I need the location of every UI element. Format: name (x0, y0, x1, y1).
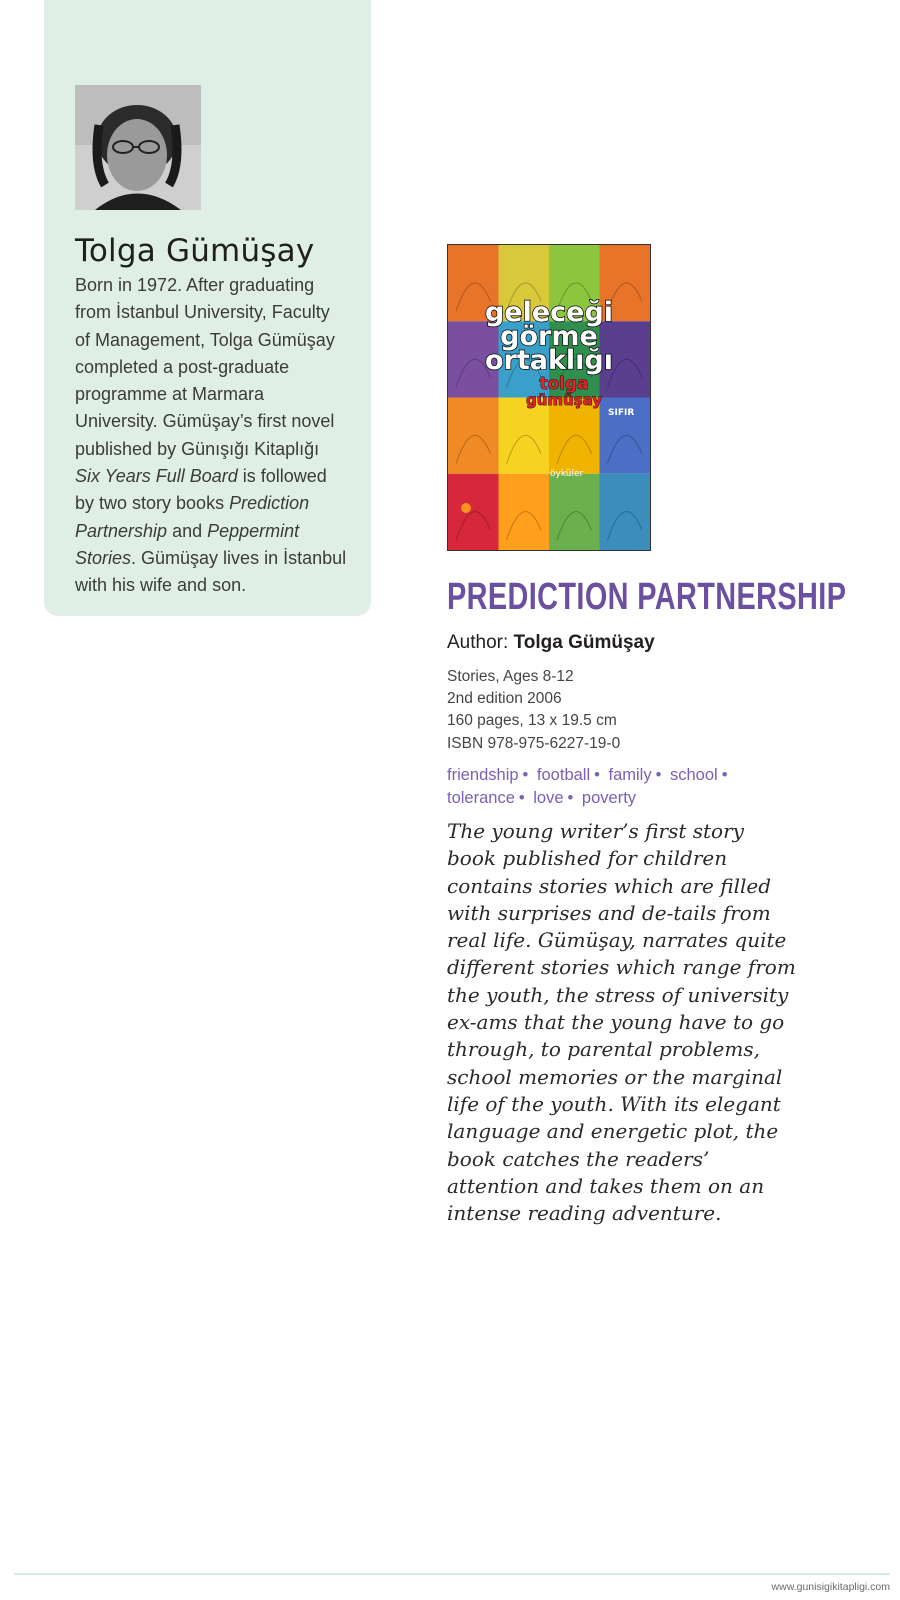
tag-separator: • (518, 788, 525, 807)
tag-school[interactable]: school (669, 766, 718, 784)
bio-book-title: Six Years Full Board (75, 466, 238, 487)
cover-genre-text: öyküler (550, 469, 584, 479)
book-tags (447, 764, 767, 809)
author-panel (44, 0, 371, 616)
tag-football[interactable]: football (536, 766, 591, 784)
book-isbn: ISBN 978-975-6227-19-0 (447, 734, 621, 752)
tag-separator: • (522, 766, 529, 784)
book-description: The young writer’s first story book published for children contains stories which are filled with surprises and de-tails from real life. Gümüşay, narrates quite different stories which range from the youth, the stress of university ex-ams that the young have to go through, to parental problems, school memories or the marginal life of the youth. With its elegant language and energetic plot, the book catches the readers’ attention and takes them on an intense reading adventure. (447, 819, 796, 1226)
book-author-line (447, 632, 655, 654)
bio-text: . Gümüşay lives in İstanbul with his wife and son. (75, 547, 347, 596)
book-edition: 2nd edition 2006 (447, 690, 562, 708)
author-name: Tolga Gümüşay (75, 233, 315, 269)
bio-book-title: Prediction Partnership (75, 493, 310, 541)
tag-separator: • (655, 766, 662, 784)
cover-badge-text: SIFIR (608, 408, 635, 418)
tag-family[interactable]: family (608, 766, 652, 784)
cover-title-line: görme (500, 321, 598, 352)
bio-text: is followed by two story books (75, 466, 327, 514)
tag-poverty[interactable]: poverty (581, 788, 637, 807)
tag-separator: • (567, 788, 574, 807)
author-portrait (75, 85, 201, 210)
book-cover (447, 244, 651, 551)
tag-tolerance[interactable]: tolerance (447, 788, 515, 807)
bio-book-title: Peppermint Stories (75, 520, 300, 568)
author-bio (75, 272, 347, 600)
book-title: PREDICTION PARTNERSHIP (447, 576, 847, 618)
bio-text: Born in 1972. After graduating from İstanbul University, Faculty of Management, Tolga Gümüşay completed a post-graduate programme at Marmara University. Gümüşay’s first novel published by Günışığı Kitaplığı (75, 275, 335, 459)
publisher-logo-icon (461, 503, 471, 513)
cover-title-line: ortaklığı (484, 345, 614, 376)
cover-author-line: gümüşay (525, 391, 603, 409)
tag-love[interactable]: love (533, 788, 564, 807)
book-author-name: Tolga Gümüşay (513, 632, 655, 653)
cover-title-line: geleceği (484, 297, 614, 328)
tag-friendship[interactable]: friendship (447, 766, 519, 784)
tag-separator: • (721, 766, 728, 784)
footer-url[interactable]: www.gunisigikitapligi.com (771, 1581, 890, 1593)
book-meta (447, 666, 620, 755)
author-label: Author: (447, 632, 509, 653)
book-category: Stories, Ages 8-12 (447, 668, 574, 685)
book-pages: 160 pages, 13 x 19.5 cm (447, 712, 617, 730)
footer-divider (14, 1573, 890, 1575)
tag-separator: • (594, 766, 600, 784)
cover-author-line: tolga (539, 374, 589, 394)
bio-text: and (167, 520, 208, 541)
